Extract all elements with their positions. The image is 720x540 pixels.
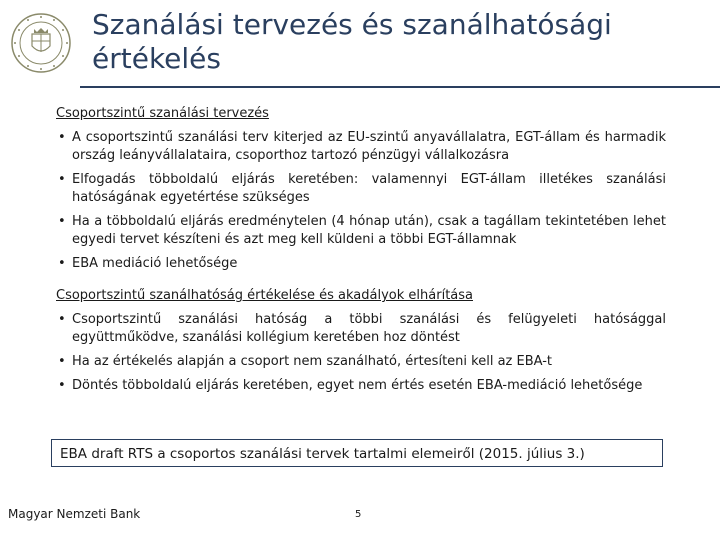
slide-content	[56, 105, 666, 401]
bullet-text: Ha a többoldalú eljárás eredménytelen (4 hónap után), csak a tagállam tekintetében lehet egyedi tervet készíteni és azt meg kell küldeni a többi EGT-államnak	[72, 214, 666, 247]
title-divider	[80, 86, 720, 88]
bullet-icon: •	[58, 214, 66, 229]
bullet-list-group-planning	[56, 129, 666, 273]
bullet-icon: •	[58, 378, 66, 393]
bullet-text: Ha az értékelés alapján a csoport nem szanálható, értesíteni kell az EBA-t	[72, 354, 553, 369]
list-item	[56, 377, 666, 395]
bullet-text: Elfogadás többoldalú eljárás keretében: valamennyi EGT-állam illetékes szanálási hatóságának egyetértése szükséges	[72, 172, 666, 205]
bullet-icon: •	[58, 256, 66, 271]
bullet-text: Döntés többoldalú eljárás keretében, egyet nem értés esetén EBA-mediáció lehetősége	[72, 378, 643, 393]
list-item	[56, 213, 666, 249]
list-item	[56, 311, 666, 347]
page-number: 5	[355, 509, 362, 520]
bullet-list-resolvability	[56, 311, 666, 395]
bullet-icon: •	[58, 354, 66, 369]
mnb-seal-icon	[10, 12, 72, 74]
footer-organization: Magyar Nemzeti Bank	[8, 507, 141, 521]
list-item	[56, 129, 666, 165]
bullet-text: A csoportszintű szanálási terv kiterjed az EU-szintű anyavállalatra, EGT-állam és harmadik ország leányvállalataira, csoporthoz tartozó pénzügyi vállalkozásra	[72, 130, 666, 163]
callout-box: EBA draft RTS a csoportos szanálási tervek tartalmi elemeiről (2015. július 3.)	[51, 439, 663, 467]
bullet-icon: •	[58, 172, 66, 187]
bullet-icon: •	[58, 312, 66, 327]
bullet-text: EBA mediáció lehetősége	[72, 256, 238, 271]
section-heading-group-planning: Csoportszintű szanálási tervezés	[56, 106, 269, 121]
section-heading-resolvability: Csoportszintű szanálhatóság értékelése és akadályok elhárítása	[56, 288, 473, 303]
list-item	[56, 353, 666, 371]
bullet-icon: •	[58, 130, 66, 145]
bullet-text: Csoportszintű szanálási hatóság a többi szanálási és felügyeleti hatósággal együttműködve, szanálási kollégium keretében hoz döntést	[72, 312, 666, 345]
page-title: Szanálási tervezés és szanálhatósági értékelés	[92, 8, 612, 75]
list-item	[56, 255, 666, 273]
list-item	[56, 171, 666, 207]
